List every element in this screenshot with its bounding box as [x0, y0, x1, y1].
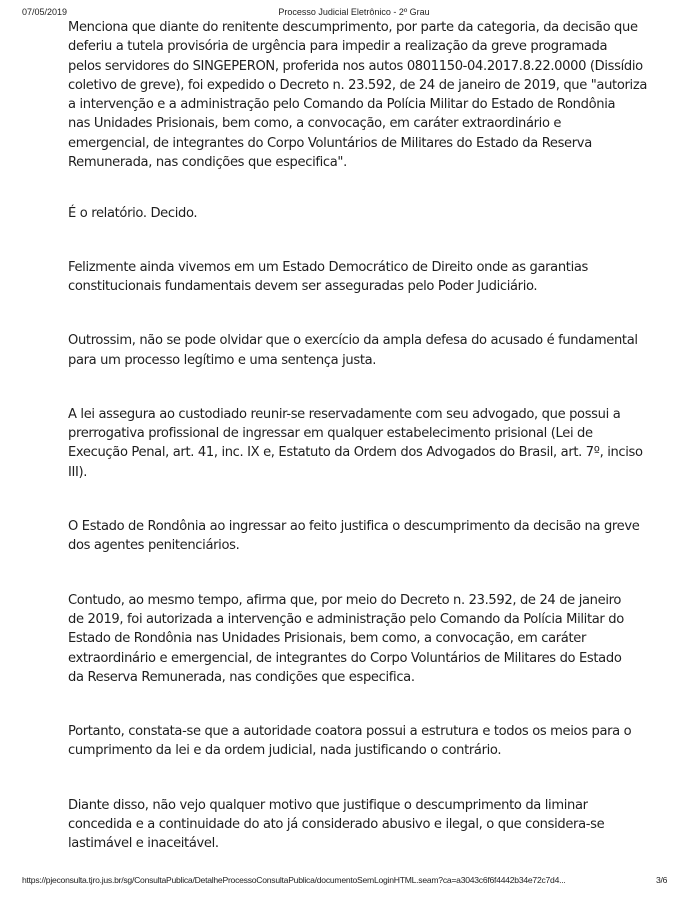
paragraph: Diante disso, não vejo qualquer motivo que justifique o descumprimento da liminar concedida e a continuidade do ato já considerado abusivo e ilegal, o que considera-se lastimável e inaceitável.: [68, 797, 605, 852]
paragraph: Felizmente ainda vivemos em um Estado Democrático de Direito onde as garantias constitucionais fundamentais devem ser asseguradas pelo Poder Judiciário.: [68, 259, 589, 294]
print-date: 07/05/2019: [22, 7, 68, 17]
paragraph: É o relatório. Decido.: [68, 206, 198, 222]
paragraph: O Estado de Rondônia ao ingressar ao feito justifica o descumprimento da decisão na greve dos agentes penitenciários.: [68, 519, 640, 554]
paragraph: Outrossim, não se pode olvidar que o exercício da ampla defesa do acusado é fundamental para um processo legítimo e uma sentença justa.: [68, 333, 638, 368]
paragraph: Contudo, ao mesmo tempo, afirma que, por meio do Decreto n. 23.592, de 24 de janeiro de 2019, foi autorizada a intervenção e administração pelo Comando da Polícia Militar do Estado de Rondônia nas Unidades Prisionais, bem como, a convocação, em caráter extraordinário e emergencial, de integrantes do Corpo Voluntários de Militares do Estado da Reserva Remunerada, nas condições que especifica.: [68, 592, 624, 685]
paragraph: Menciona que diante do renitente descumprimento, por parte da categoria, da decisão que deferiu a tutela provisória de urgência para impedir a realização da greve programada pelos servidores do SINGEPERON, proferida nos autos 0801150-04.2017.8.22.0000 (Dissídio coletivo de greve), foi expedido o Decreto n. 23.592, de 24 de janeiro de 2019, que "autoriza a intervenção e a administração pelo Comando da Polícia Militar do Estado de Rondônia nas Unidades Prisionais, bem como, a convocação, em caráter extraordinário e emergencial, de integrantes do Corpo Voluntários de Militares do Estado da Reserva Remunerada, nas condições que especifica".: [68, 20, 648, 171]
paragraph: Portanto, constata-se que a autoridade coatora possui a estrutura e todos os meios para o cumprimento da lei e da ordem judicial, nada justificando o contrário.: [68, 724, 632, 759]
document-body: [68, 18, 698, 854]
document-url[interactable]: https://pjeconsulta.tjro.jus.br/sg/ConsultaPublica/DetalheProcessoConsultaPublica/documentoSemLoginHTML.seam?ca=a3043c6f6f4442b34e72c7d4...: [22, 875, 566, 885]
page-number: 3/6: [656, 875, 668, 885]
print-footer: [0, 875, 700, 895]
paragraph: A lei assegura ao custodiado reunir-se reservadamente com seu advogado, que possui a prerrogativa profissional de ingressar em qualquer estabelecimento prisional (Lei de Execução Penal, art. 41, inc. IX e, Estatuto da Ordem dos Advogados do Brasil, art. 7º, inciso III).: [68, 406, 643, 480]
page-title: Processo Judicial Eletrônico - 2º Grau: [278, 7, 430, 17]
